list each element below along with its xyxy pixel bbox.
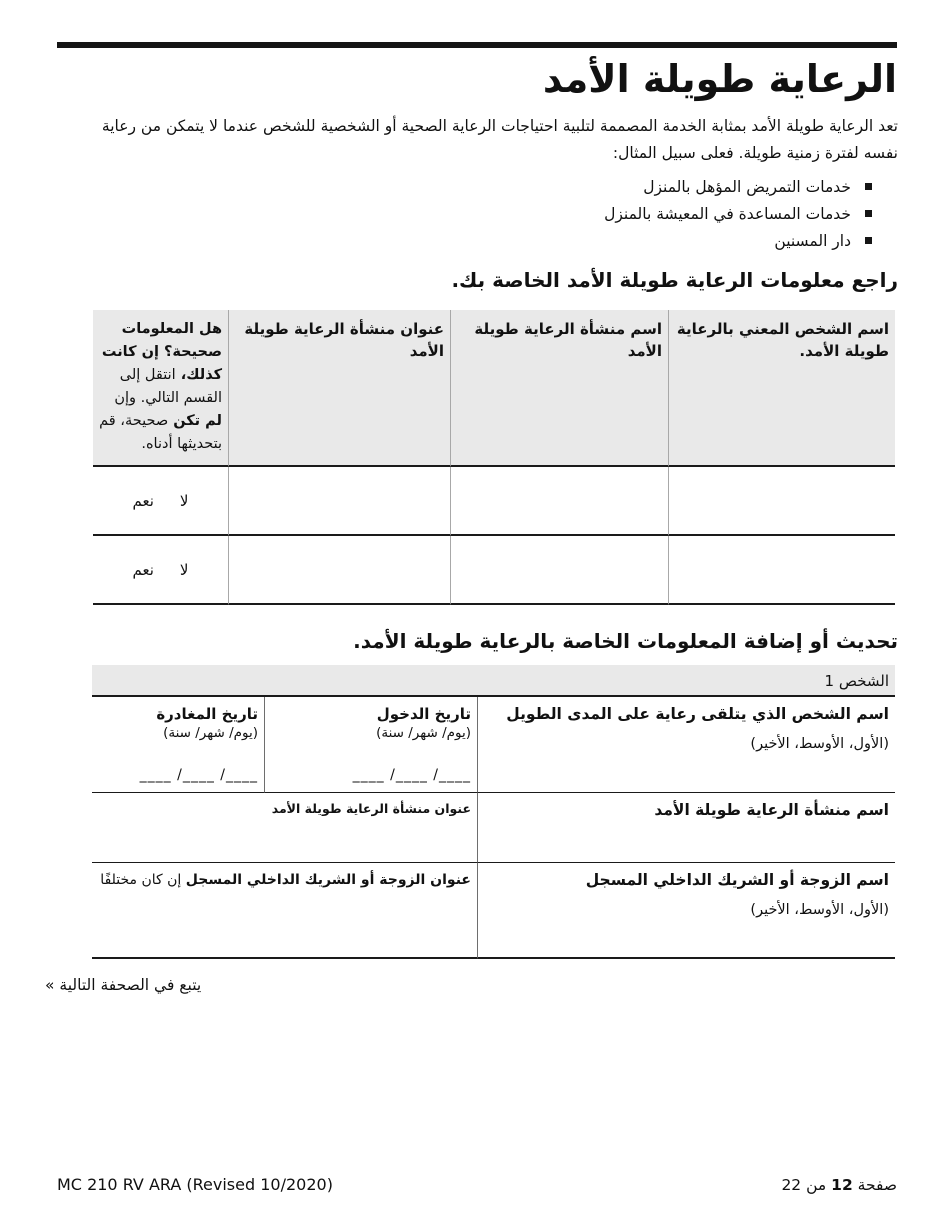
- footer-page-number: [781, 1176, 897, 1194]
- bullet-text: خدمات التمريض المؤهل بالمنزل: [643, 177, 851, 196]
- spouse-name-label: اسم الزوجة أو الشريك الداخلي المسجل: [585, 871, 889, 889]
- cell-facility-name-row1[interactable]: [450, 467, 668, 536]
- page-footer: [57, 1175, 897, 1194]
- list-item: [604, 200, 872, 227]
- header-facility-name: اسم منشأة الرعاية طويلة الأمد: [450, 310, 668, 467]
- spouse-address-label: عنوان الزوجة أو الشريك الداخلي المسجل: [185, 872, 471, 888]
- list-item: [604, 173, 872, 200]
- cell-correct-row1: [93, 467, 228, 536]
- question-bold-part: لم تكن: [173, 413, 222, 429]
- spouse-address-note: إن كان مختلفًا: [100, 872, 182, 888]
- bullet-text: دار المسنين: [774, 231, 851, 250]
- question-bold-part: هل المعلومات صحيحة؟ إن كانت كذلك،: [101, 321, 222, 383]
- leave-date-cell[interactable]: [92, 697, 264, 793]
- entry-date-blank[interactable]: ____ /____ /____: [352, 767, 471, 783]
- care-person-label: اسم الشخص الذي يتلقى رعاية على المدى الطويل: [506, 705, 889, 723]
- facility-name-label: اسم منشأة الرعاية طويلة الأمد: [654, 801, 889, 819]
- facility-address-label: عنوان منشأة الرعاية طويلة الأمد: [271, 801, 471, 816]
- spouse-name-cell[interactable]: [477, 863, 895, 959]
- bullet-square-icon: [865, 183, 872, 190]
- continuation-note: يتبع في الصحفة التالية »: [45, 976, 202, 994]
- intro-paragraph: تعد الرعاية طويلة الأمد بمثابة الخدمة المصممة لتلبية احتياجات الرعاية الصحية أو الشخصية للشخص عندما لا يتمكن من رعاية نفسه لفترة زمنية طويلة. فعلى سبيل المثال:: [101, 117, 898, 162]
- date-format-note: (يوم/ شهر/ سنة): [376, 725, 471, 741]
- facility-address-cell[interactable]: [92, 793, 477, 863]
- cell-person-name-row1[interactable]: [668, 467, 895, 536]
- list-item: [604, 227, 872, 254]
- review-table: [93, 310, 895, 605]
- leave-date-label: تاريخ المغادرة: [156, 705, 258, 723]
- entry-date-cell[interactable]: [264, 697, 477, 793]
- page-title: الرعاية طويلة الأمد: [542, 57, 897, 101]
- spouse-address-cell[interactable]: [92, 863, 477, 959]
- cell-facility-address-row1[interactable]: [228, 467, 450, 536]
- bullet-square-icon: [865, 237, 872, 244]
- of-word: من: [806, 1176, 827, 1194]
- review-section-heading: راجع معلومات الرعاية طويلة الأمد الخاصة بك.: [451, 268, 898, 292]
- question-regular-part: صحيحة، قم بتحديثها أدناه.: [99, 413, 222, 452]
- cell-facility-address-row2[interactable]: [228, 536, 450, 605]
- name-order-note: (الأول، الأوسط، الأخير): [750, 902, 889, 918]
- answer-yes[interactable]: نعم: [132, 560, 154, 579]
- entry-date-label: تاريخ الدخول: [376, 705, 471, 723]
- header-info-correct-question: [93, 310, 228, 467]
- date-format-note: (يوم/ شهر/ سنة): [163, 725, 258, 741]
- person1-band: الشخص 1: [92, 665, 895, 697]
- answer-no[interactable]: لا: [179, 491, 189, 510]
- header-facility-address: عنوان منشأة الرعاية طويلة الأمد: [228, 310, 450, 467]
- top-rule: [57, 42, 897, 48]
- facility-name-cell[interactable]: [477, 793, 895, 863]
- cell-correct-row2: [93, 536, 228, 605]
- care-person-name-cell[interactable]: [477, 697, 895, 793]
- page-number-value: 12: [831, 1176, 853, 1194]
- leave-date-blank[interactable]: ____ /____ /____: [139, 767, 258, 783]
- person1-table: [92, 665, 895, 959]
- bullet-list: [604, 173, 872, 254]
- bullet-square-icon: [865, 210, 872, 217]
- cell-person-name-row2[interactable]: [668, 536, 895, 605]
- page-total-value: 22: [781, 1176, 802, 1194]
- footer-form-number: MC 210 RV ARA (Revised 10/2020): [57, 1175, 333, 1194]
- name-order-note: (الأول، الأوسط، الأخير): [750, 736, 889, 752]
- answer-yes[interactable]: نعم: [132, 491, 154, 510]
- update-section-heading: تحديث أو إضافة المعلومات الخاصة بالرعاية طويلة الأمد.: [353, 629, 898, 653]
- bullet-text: خدمات المساعدة في المعيشة بالمنزل: [604, 204, 851, 223]
- page-word: صفحة: [857, 1176, 897, 1194]
- header-person-name: اسم الشخص المعني بالرعاية طويلة الأمد.: [668, 310, 895, 467]
- cell-facility-name-row2[interactable]: [450, 536, 668, 605]
- question-regular-part: انتقل إلى القسم التالي. وإن: [114, 367, 222, 406]
- answer-no[interactable]: لا: [179, 560, 189, 579]
